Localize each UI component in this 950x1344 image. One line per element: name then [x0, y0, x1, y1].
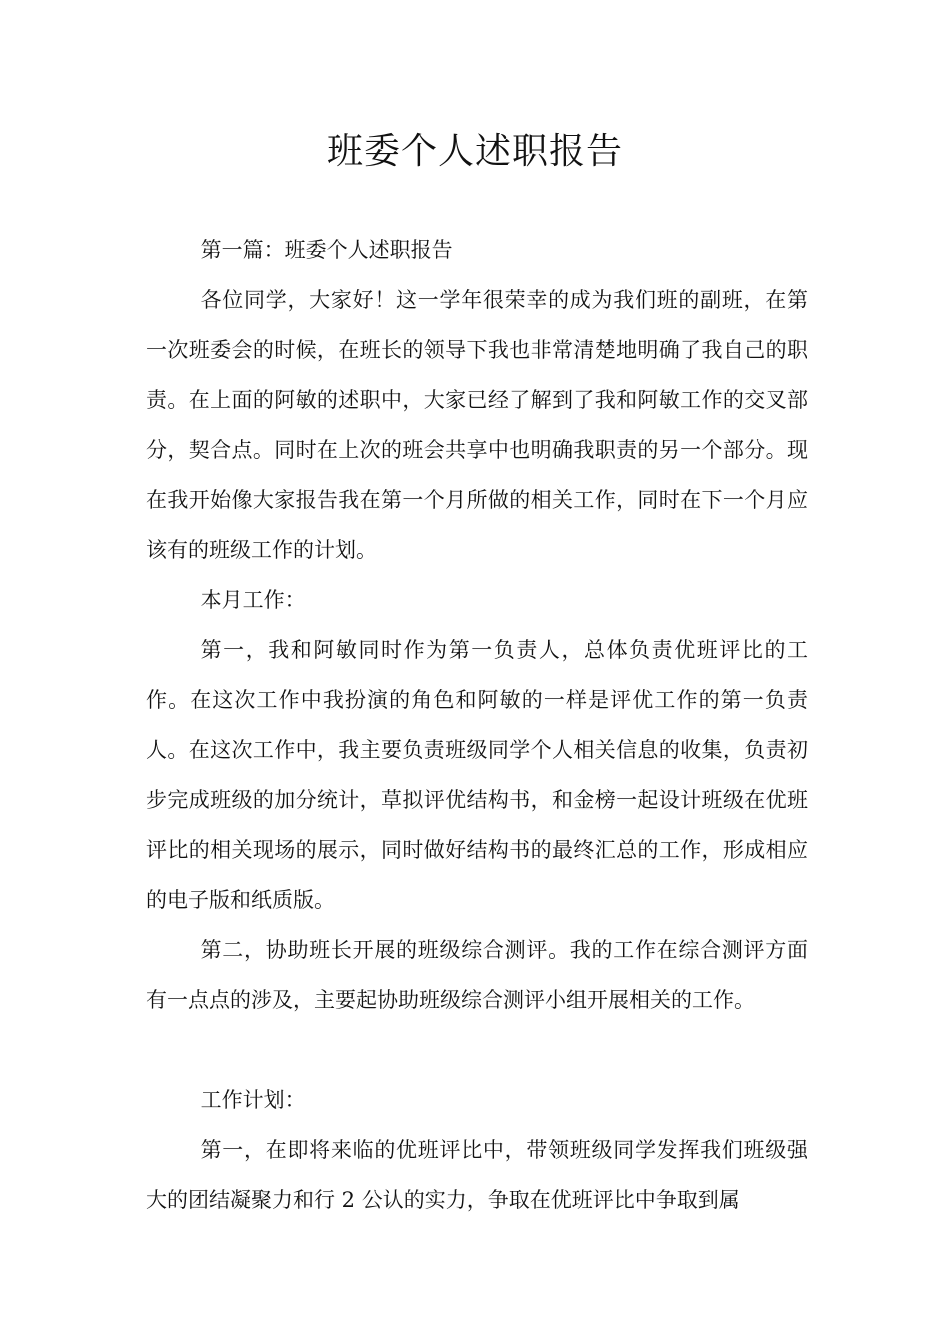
- document-body: [146, 225, 808, 1225]
- work-item-first-paragraph: 第一，我和阿敏同时作为第一负责人，总体负责优班评比的工作。在这次工作中我扮演的角色和阿敏的一样是评优工作的第一负责人。在这次工作中，我主要负责班级同学个人相关信息的收集，负责初步完成班级的加分统计，草拟评优结构书，和金榜一起设计班级在优班评比的相关现场的展示，同时做好结构书的最终汇总的工作，形成相应的电子版和纸质版。: [146, 638, 808, 912]
- section-heading-part-one: 第一篇：班委个人述职报告: [200, 238, 453, 262]
- section-heading-this-month-work: 本月工作：: [200, 588, 306, 612]
- work-item-second-paragraph: 第二，协助班长开展的班级综合测评。我的工作在综合测评方面有一点点的涉及，主要起协助班级综合测评小组开展相关的工作。: [146, 938, 808, 1012]
- document-title: 班委个人述职报告: [326, 131, 623, 172]
- section-heading-work-plan: 工作计划：: [200, 1088, 306, 1112]
- plan-item-first-paragraph: 第一，在即将来临的优班评比中，带领班级同学发挥我们班级强大的团结凝聚力和行 2 公认的实力，争取在优班评比中争取到属: [146, 1138, 808, 1212]
- intro-paragraph: 各位同学，大家好！这一学年很荣幸的成为我们班的副班，在第一次班委会的时候，在班长的领导下我也非常清楚地明确了我自己的职责。在上面的阿敏的述职中，大家已经了解到了我和阿敏工作的交叉部分，契合点。同时在上次的班会共享中也明确我职责的另一个部分。现在我开始像大家报告我在第一个月所做的相关工作，同时在下一个月应该有的班级工作的计划。: [146, 288, 808, 562]
